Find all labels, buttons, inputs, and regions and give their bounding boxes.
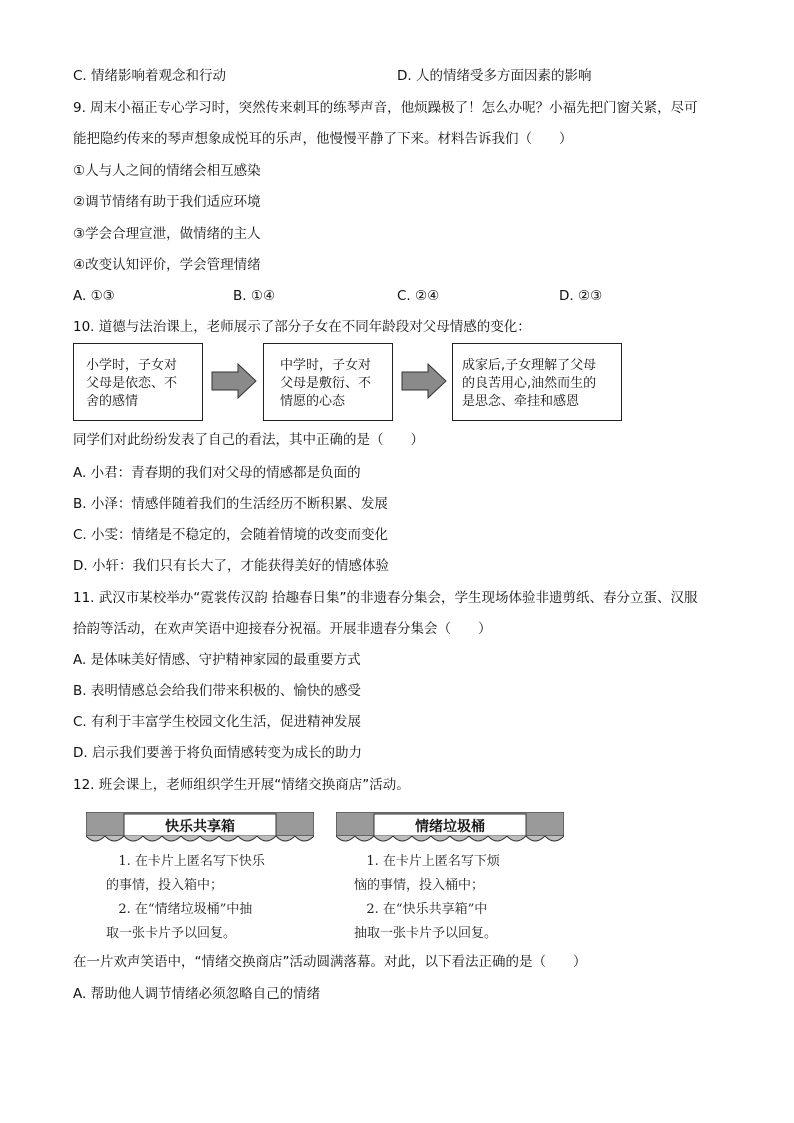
flow-box-middle-line1: 中学时，子女对 [280, 358, 372, 373]
flow-box-marriage-line1: 成家后,子女理解了父母 [462, 358, 597, 373]
shop-trash-body: 1. 在卡片上匿名写下烦 恼的事情，投入桶中； 2. 在“快乐共享箱”中 抽取一张卡片予以回复。 [354, 854, 500, 941]
q9-option-b: B. ①④ [233, 288, 276, 304]
q10-option-c: C. 小雯：情绪是不稳定的，会随着情境的改变而变化 [73, 527, 389, 543]
shop-happy-title: 快乐共享箱 [165, 819, 235, 835]
flow-arrow-1-icon [210, 362, 258, 400]
q12-option-a: A. 帮助他人调节情绪必须忽略自己的情绪 [73, 986, 321, 1002]
flow-box-after-marriage [452, 343, 622, 421]
q9-option-d: D. ②③ [559, 288, 603, 304]
q9-item-4: ④改变认知评价，学会管理情绪 [73, 257, 261, 273]
q10-option-b: B. 小泽：情感伴随着我们的生活经历不断积累、发展 [73, 496, 388, 512]
flow-box-middle-school [263, 343, 393, 421]
flow-box-primary-line2: 父母是依恋、不 [86, 376, 178, 391]
q9-option-c: C. ②④ [397, 288, 440, 304]
q8-option-d: D. 人的情绪受多方面因素的影响 [397, 68, 592, 84]
flow-box-marriage-line2: 的良苦用心,油然而生的 [462, 376, 597, 391]
flow-box-middle-line2: 父母是敷衍、不 [280, 376, 372, 391]
q9-item-2: ②调节情绪有助于我们适应环境 [73, 194, 261, 210]
q9-option-a: A. ①③ [73, 288, 115, 304]
q11-stem-line2: 拾韵等活动，在欢声笑语中迎接春分祝福。开展非遗春分集会（ ） [73, 621, 492, 637]
q10-stem: 10. 道德与法治课上，老师展示了部分子女在不同年龄段对父母情感的变化： [73, 319, 531, 335]
flow-box-middle-line3: 情愿的心态 [280, 394, 346, 409]
q10-option-d: D. 小轩：我们只有长大了，才能获得美好的情感体验 [73, 558, 389, 574]
flow-arrow-2-icon [400, 362, 448, 400]
q9-stem-line2: 能把隐约传来的琴声想象成悦耳的乐声，他慢慢平静了下来。材料告诉我们（ ） [73, 131, 573, 147]
shop-happy-body: 1. 在卡片上匿名写下快乐 的事情，投入箱中； 2. 在“情绪垃圾桶”中抽 取一张卡片予以回复。 [106, 854, 265, 941]
q8-option-c: C. 情绪影响着观念和行动 [73, 68, 227, 84]
q11-option-d: D. 启示我们要善于将负面情感转变为成长的助力 [73, 745, 362, 761]
q12-question: 在一片欢声笑语中，“情绪交换商店”活动圆满落幕。对此，以下看法正确的是（ ） [73, 954, 587, 970]
q9-item-3: ③学会合理宣泄，做情绪的主人 [73, 226, 261, 242]
shop-emotion-trash-bin [336, 812, 564, 940]
flow-box-primary-school [73, 343, 203, 421]
q12-stem: 12. 班会课上，老师组织学生开展“情绪交换商店”活动。 [73, 777, 410, 793]
q9-item-1: ①人与人之间的情绪会相互感染 [73, 163, 261, 179]
shop-trash-title: 情绪垃圾桶 [415, 819, 485, 835]
flow-box-marriage-line3: 是思念、牵挂和感恩 [462, 394, 580, 409]
q11-option-b: B. 表明情感总会给我们带来积极的、愉快的感受 [73, 683, 361, 699]
shop-happy-share-box [86, 812, 314, 940]
q9-stem-line1: 9. 周末小福正专心学习时，突然传来刺耳的练琴声音，他烦躁极了！怎么办呢？小福先把门窗关紧，尽可 [73, 100, 698, 116]
q11-option-c: C. 有利于丰富学生校园文化生活，促进精神发展 [73, 714, 362, 730]
q11-stem-line1: 11. 武汉市某校举办“霓裳传汉韵 拾趣春日集”的非遗春分集会，学生现场体验非遗剪纸、春分立蛋、汉服 [73, 590, 698, 606]
q11-option-a: A. 是体味美好情感、守护精神家园的最重要方式 [73, 652, 361, 668]
flow-box-primary-line3: 舍的感情 [86, 394, 139, 409]
q10-question: 同学们对此纷纷发表了自己的看法，其中正确的是（ ） [73, 432, 424, 448]
flow-box-primary-line1: 小学时，子女对 [86, 358, 178, 373]
q10-option-a: A. 小君：青春期的我们对父母的情感都是负面的 [73, 465, 361, 481]
